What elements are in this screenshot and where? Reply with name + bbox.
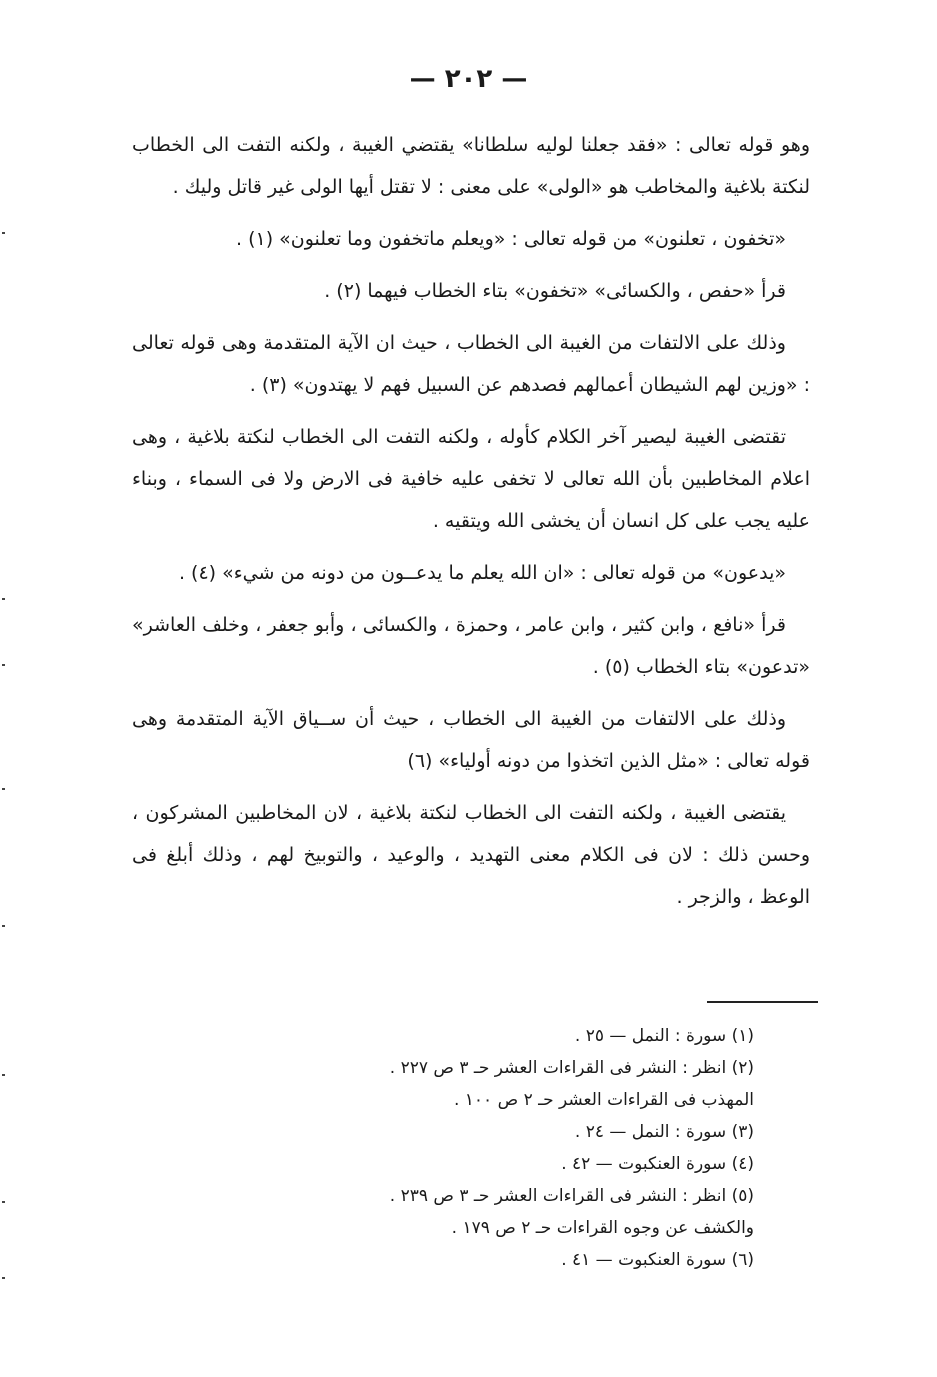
page-number: — ٢٠٢ — <box>409 64 528 94</box>
footnote: (٥) انظر : النشر فى القراءات العشر حـ ٣ ص ٢٣٩ . <box>389 1186 754 1206</box>
scan-speck <box>2 664 5 666</box>
paragraph: وذلك على الالتفات من الغيبة الى الخطاب ، حيث ان الآية المتقدمة وهى قوله تعالى : «وزين لهم الشيطان أعمالهم فصدهم عن السبيل فهم لا يهتدون» (٣) . <box>132 332 810 396</box>
body-text <box>132 124 810 928</box>
paragraph: «يدعون» من قوله تعالى : «ان الله يعلم ما يدعــون من دونه من شيء» (٤) . <box>178 562 786 584</box>
scan-speck <box>2 598 5 600</box>
scan-speck <box>2 1074 5 1076</box>
footnote-continuation: المهذب فى القراءات العشر حـ ٢ ص ١٠٠ . <box>453 1090 754 1110</box>
scan-speck <box>2 1277 5 1279</box>
paragraph: قرأ «نافع ، وابن كثير ، وابن عامر ، وحمزة ، والكسائى ، وأبو جعفر ، وخلف العاشر» «تدعون» بتاء الخطاب (٥) . <box>132 614 810 678</box>
paragraph: يقتضى الغيبة ، ولكنه التفت الى الخطاب لنكتة بلاغية ، لان المخاطبين المشركون ، وحسن ذلك : لان فى الكلام معنى التهديد ، والوعيد ، والتوبيخ لهم ، وذلك أبلغ فى الوعظ ، والزجر . <box>132 802 810 908</box>
paragraph: وذلك على الالتفات من الغيبة الى الخطاب ، حيث أن ســياق الآية المتقدمة وهى قوله تعالى : «مثل الذين اتخذوا من دونه أولياء» (٦) <box>132 708 810 772</box>
footnote: (٦) سورة العنكبوت — ٤١ . <box>561 1250 754 1270</box>
footnote: (٢) انظر : النشر فى القراءات العشر حـ ٣ ص ٢٢٧ . <box>389 1058 754 1078</box>
scan-speck <box>2 788 5 790</box>
scan-speck <box>2 232 5 234</box>
footnote-divider <box>707 1001 818 1003</box>
paragraph: تقتضى الغيبة ليصير آخر الكلام كأوله ، ولكنه التفت الى الخطاب لنكتة بلاغية ، وهى اعلام المخاطبين بأن الله تعالى لا تخفى عليه خافية فى الارض ولا فى السماء ، وبناء عليه يجب على كل انسان أن يخشى الله ويتقيه . <box>132 426 810 532</box>
paragraph: «تخفون ، تعلنون» من قوله تعالى : «ويعلم ماتخفون وما تعلنون» (١) . <box>235 228 786 250</box>
footnote: (١) سورة : النمل — ٢٥ . <box>574 1026 754 1046</box>
scan-speck <box>2 925 5 927</box>
paragraph: وهو قوله تعالى : «فقد جعلنا لوليه سلطانا» يقتضي الغيبة ، ولكنه التفت الى الخطاب لنكتة بلاغية والمخاطب هو «الولى» على معنى : لا تقتل أيها الولى غير قاتل وليك . <box>132 134 810 198</box>
scan-speck <box>2 1201 5 1203</box>
footnote: (٤) سورة العنكبوت — ٤٢ . <box>561 1154 754 1174</box>
paragraph: قرأ «حفص ، والكسائى» «تخفون» بتاء الخطاب فيهما (٢) . <box>324 280 786 302</box>
footnote-continuation: والكشف عن وجوه القراءات حـ ٢ ص ١٧٩ . <box>451 1218 754 1238</box>
footnotes <box>240 1020 754 1276</box>
footnote: (٣) سورة : النمل — ٢٤ . <box>574 1122 754 1142</box>
